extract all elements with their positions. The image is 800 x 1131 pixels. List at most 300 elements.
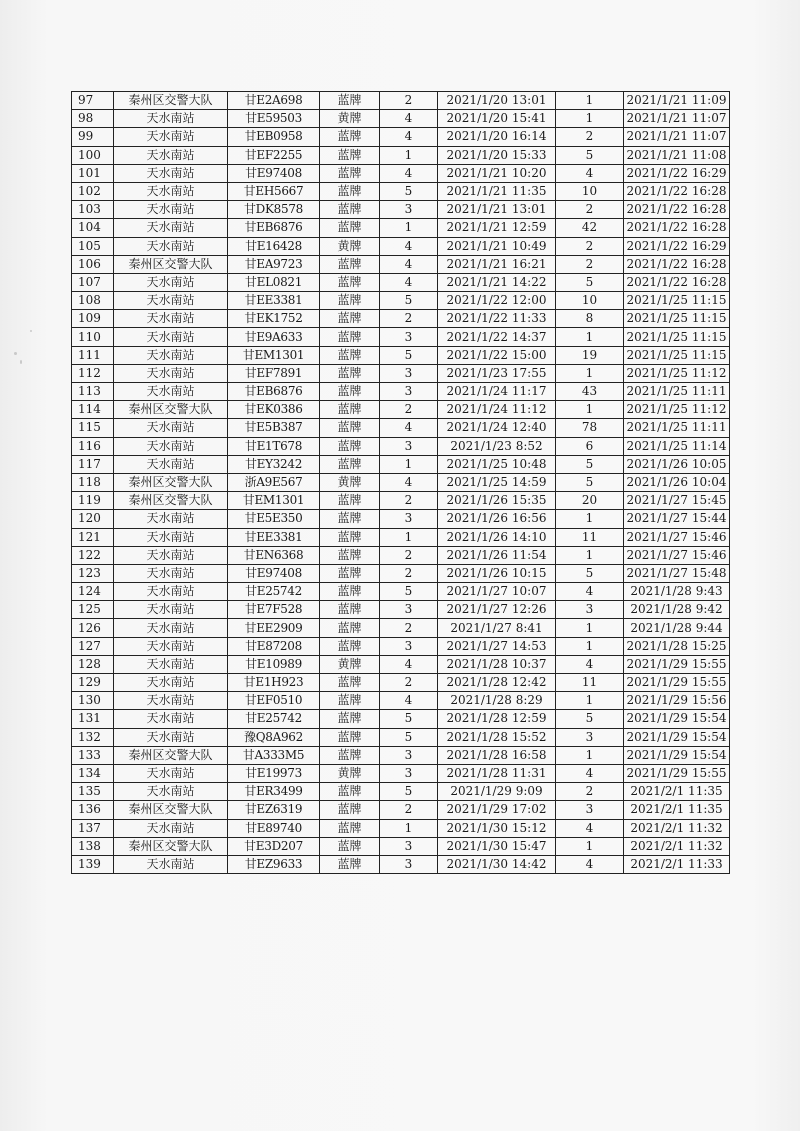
count-cell: 3	[380, 383, 438, 401]
table-row	[72, 692, 730, 710]
count-cell: 5	[380, 728, 438, 746]
plate-color-cell: 蓝牌	[320, 164, 380, 182]
unit-cell: 天水南站	[114, 364, 228, 382]
count-cell: 4	[380, 419, 438, 437]
handled-time-cell: 2021/1/21 11:07	[624, 128, 730, 146]
plate-color-cell: 蓝牌	[320, 255, 380, 273]
count-cell: 1	[380, 819, 438, 837]
violation-time-cell: 2021/1/22 12:00	[438, 292, 556, 310]
table-row	[72, 601, 730, 619]
seq-cell: 99	[72, 128, 114, 146]
number-cell: 3	[556, 601, 624, 619]
handled-time-cell: 2021/1/27 15:44	[624, 510, 730, 528]
unit-cell: 天水南站	[114, 564, 228, 582]
unit-cell: 秦州区交警大队	[114, 255, 228, 273]
plate-color-cell: 蓝牌	[320, 837, 380, 855]
unit-cell: 天水南站	[114, 510, 228, 528]
number-cell: 1	[556, 92, 624, 110]
number-cell: 42	[556, 219, 624, 237]
unit-cell: 天水南站	[114, 819, 228, 837]
table-row	[72, 455, 730, 473]
table-row	[72, 473, 730, 491]
plate-color-cell: 蓝牌	[320, 674, 380, 692]
number-cell: 1	[556, 546, 624, 564]
plate-cell: 甘EK0386	[228, 401, 320, 419]
number-cell: 4	[556, 655, 624, 673]
count-cell: 1	[380, 528, 438, 546]
number-cell: 5	[556, 455, 624, 473]
seq-cell: 98	[72, 110, 114, 128]
number-cell: 11	[556, 528, 624, 546]
plate-cell: 甘E97408	[228, 164, 320, 182]
violation-time-cell: 2021/1/26 16:56	[438, 510, 556, 528]
handled-time-cell: 2021/1/25 11:11	[624, 383, 730, 401]
unit-cell: 天水南站	[114, 310, 228, 328]
unit-cell: 天水南站	[114, 637, 228, 655]
plate-cell: 甘E16428	[228, 237, 320, 255]
scan-speck	[14, 352, 17, 355]
violation-time-cell: 2021/1/25 10:48	[438, 455, 556, 473]
count-cell: 2	[380, 546, 438, 564]
count-cell: 4	[380, 273, 438, 291]
plate-cell: 甘EY3242	[228, 455, 320, 473]
unit-cell: 天水南站	[114, 219, 228, 237]
plate-cell: 甘E5B387	[228, 419, 320, 437]
plate-color-cell: 蓝牌	[320, 182, 380, 200]
plate-color-cell: 蓝牌	[320, 401, 380, 419]
table-row	[72, 146, 730, 164]
plate-color-cell: 蓝牌	[320, 692, 380, 710]
violation-time-cell: 2021/1/20 16:14	[438, 128, 556, 146]
number-cell: 6	[556, 437, 624, 455]
table-row	[72, 273, 730, 291]
violation-time-cell: 2021/1/23 17:55	[438, 364, 556, 382]
scan-speck	[20, 360, 22, 364]
seq-cell: 120	[72, 510, 114, 528]
plate-cell: 甘EM1301	[228, 346, 320, 364]
unit-cell: 秦州区交警大队	[114, 473, 228, 491]
number-cell: 1	[556, 401, 624, 419]
seq-cell: 124	[72, 583, 114, 601]
handled-time-cell: 2021/1/22 16:28	[624, 201, 730, 219]
handled-time-cell: 2021/1/21 11:07	[624, 110, 730, 128]
plate-color-cell: 蓝牌	[320, 728, 380, 746]
plate-color-cell: 蓝牌	[320, 855, 380, 873]
plate-color-cell: 蓝牌	[320, 455, 380, 473]
unit-cell: 天水南站	[114, 182, 228, 200]
seq-cell: 116	[72, 437, 114, 455]
handled-time-cell: 2021/1/28 15:25	[624, 637, 730, 655]
count-cell: 3	[380, 837, 438, 855]
handled-time-cell: 2021/1/25 11:15	[624, 292, 730, 310]
plate-color-cell: 蓝牌	[320, 492, 380, 510]
number-cell: 1	[556, 110, 624, 128]
plate-cell: 甘EE2909	[228, 619, 320, 637]
violation-time-cell: 2021/1/21 13:01	[438, 201, 556, 219]
number-cell: 5	[556, 564, 624, 582]
plate-cell: 甘EZ6319	[228, 801, 320, 819]
violation-time-cell: 2021/1/21 14:22	[438, 273, 556, 291]
table-row	[72, 310, 730, 328]
table-row	[72, 419, 730, 437]
table-row	[72, 92, 730, 110]
plate-cell: 甘DK8578	[228, 201, 320, 219]
table-row	[72, 383, 730, 401]
table-row	[72, 619, 730, 637]
number-cell: 1	[556, 837, 624, 855]
plate-color-cell: 蓝牌	[320, 273, 380, 291]
plate-cell: 甘EB0958	[228, 128, 320, 146]
count-cell: 3	[380, 764, 438, 782]
number-cell: 1	[556, 328, 624, 346]
seq-cell: 133	[72, 746, 114, 764]
plate-color-cell: 黄牌	[320, 655, 380, 673]
plate-cell: 甘EE3381	[228, 528, 320, 546]
number-cell: 5	[556, 273, 624, 291]
handled-time-cell: 2021/1/29 15:54	[624, 728, 730, 746]
plate-cell: 甘EF7891	[228, 364, 320, 382]
violation-time-cell: 2021/1/28 12:42	[438, 674, 556, 692]
plate-color-cell: 蓝牌	[320, 510, 380, 528]
table-row	[72, 783, 730, 801]
handled-time-cell: 2021/1/27 15:46	[624, 546, 730, 564]
unit-cell: 天水南站	[114, 674, 228, 692]
seq-cell: 134	[72, 764, 114, 782]
seq-cell: 111	[72, 346, 114, 364]
violation-time-cell: 2021/1/27 10:07	[438, 583, 556, 601]
table-row	[72, 528, 730, 546]
violation-time-cell: 2021/1/30 15:12	[438, 819, 556, 837]
violation-time-cell: 2021/1/21 11:35	[438, 182, 556, 200]
count-cell: 5	[380, 182, 438, 200]
table-row	[72, 746, 730, 764]
table-row	[72, 401, 730, 419]
seq-cell: 136	[72, 801, 114, 819]
unit-cell: 天水南站	[114, 783, 228, 801]
table-row	[72, 492, 730, 510]
count-cell: 4	[380, 164, 438, 182]
plate-color-cell: 黄牌	[320, 473, 380, 491]
seq-cell: 137	[72, 819, 114, 837]
plate-color-cell: 蓝牌	[320, 219, 380, 237]
plate-cell: 甘E3D207	[228, 837, 320, 855]
count-cell: 3	[380, 201, 438, 219]
number-cell: 2	[556, 783, 624, 801]
seq-cell: 132	[72, 728, 114, 746]
plate-cell: 甘E25742	[228, 710, 320, 728]
plate-cell: 甘EE3381	[228, 292, 320, 310]
plate-color-cell: 蓝牌	[320, 546, 380, 564]
violation-time-cell: 2021/1/30 14:42	[438, 855, 556, 873]
violation-time-cell: 2021/1/20 15:33	[438, 146, 556, 164]
plate-cell: 甘EB6876	[228, 383, 320, 401]
table-row	[72, 801, 730, 819]
violation-time-cell: 2021/1/28 10:37	[438, 655, 556, 673]
count-cell: 4	[380, 655, 438, 673]
plate-color-cell: 蓝牌	[320, 528, 380, 546]
table-row	[72, 564, 730, 582]
handled-time-cell: 2021/1/25 11:11	[624, 419, 730, 437]
plate-cell: 甘EB6876	[228, 219, 320, 237]
plate-cell: 甘E89740	[228, 819, 320, 837]
unit-cell: 天水南站	[114, 328, 228, 346]
violation-time-cell: 2021/1/21 16:21	[438, 255, 556, 273]
count-cell: 5	[380, 292, 438, 310]
unit-cell: 秦州区交警大队	[114, 746, 228, 764]
plate-color-cell: 蓝牌	[320, 710, 380, 728]
unit-cell: 天水南站	[114, 655, 228, 673]
seq-cell: 128	[72, 655, 114, 673]
plate-cell: 甘EF0510	[228, 692, 320, 710]
violation-time-cell: 2021/1/26 14:10	[438, 528, 556, 546]
violation-time-cell: 2021/1/22 15:00	[438, 346, 556, 364]
count-cell: 3	[380, 510, 438, 528]
unit-cell: 秦州区交警大队	[114, 92, 228, 110]
handled-time-cell: 2021/1/25 11:15	[624, 328, 730, 346]
unit-cell: 天水南站	[114, 764, 228, 782]
seq-cell: 129	[72, 674, 114, 692]
plate-color-cell: 蓝牌	[320, 637, 380, 655]
handled-time-cell: 2021/1/22 16:28	[624, 255, 730, 273]
number-cell: 78	[556, 419, 624, 437]
count-cell: 5	[380, 346, 438, 364]
number-cell: 5	[556, 473, 624, 491]
violation-time-cell: 2021/1/21 12:59	[438, 219, 556, 237]
unit-cell: 天水南站	[114, 237, 228, 255]
plate-color-cell: 蓝牌	[320, 801, 380, 819]
seq-cell: 125	[72, 601, 114, 619]
seq-cell: 107	[72, 273, 114, 291]
count-cell: 3	[380, 364, 438, 382]
handled-time-cell: 2021/2/1 11:32	[624, 837, 730, 855]
violation-time-cell: 2021/1/28 12:59	[438, 710, 556, 728]
handled-time-cell: 2021/1/29 15:56	[624, 692, 730, 710]
handled-time-cell: 2021/1/27 15:46	[624, 528, 730, 546]
count-cell: 5	[380, 710, 438, 728]
plate-color-cell: 蓝牌	[320, 201, 380, 219]
number-cell: 2	[556, 255, 624, 273]
table-row	[72, 110, 730, 128]
table-row	[72, 546, 730, 564]
plate-cell: 豫Q8A962	[228, 728, 320, 746]
plate-cell: 甘E1T678	[228, 437, 320, 455]
records-body	[72, 92, 730, 874]
plate-color-cell: 蓝牌	[320, 292, 380, 310]
unit-cell: 天水南站	[114, 601, 228, 619]
count-cell: 2	[380, 564, 438, 582]
plate-color-cell: 蓝牌	[320, 583, 380, 601]
number-cell: 1	[556, 692, 624, 710]
handled-time-cell: 2021/1/21 11:09	[624, 92, 730, 110]
handled-time-cell: 2021/1/27 15:45	[624, 492, 730, 510]
seq-cell: 138	[72, 837, 114, 855]
unit-cell: 秦州区交警大队	[114, 837, 228, 855]
table-row	[72, 182, 730, 200]
plate-cell: 甘E2A698	[228, 92, 320, 110]
violation-time-cell: 2021/1/20 15:41	[438, 110, 556, 128]
handled-time-cell: 2021/1/29 15:54	[624, 746, 730, 764]
plate-cell: 甘E7F528	[228, 601, 320, 619]
plate-color-cell: 黄牌	[320, 764, 380, 782]
violation-time-cell: 2021/1/21 10:20	[438, 164, 556, 182]
violation-time-cell: 2021/1/26 11:54	[438, 546, 556, 564]
number-cell: 5	[556, 710, 624, 728]
handled-time-cell: 2021/2/1 11:33	[624, 855, 730, 873]
handled-time-cell: 2021/1/29 15:55	[624, 655, 730, 673]
plate-cell: 甘E9A633	[228, 328, 320, 346]
number-cell: 20	[556, 492, 624, 510]
table-row	[72, 837, 730, 855]
table-row	[72, 255, 730, 273]
violation-time-cell: 2021/1/28 8:29	[438, 692, 556, 710]
handled-time-cell: 2021/1/22 16:28	[624, 182, 730, 200]
number-cell: 2	[556, 128, 624, 146]
count-cell: 3	[380, 328, 438, 346]
table-row	[72, 819, 730, 837]
seq-cell: 100	[72, 146, 114, 164]
unit-cell: 天水南站	[114, 855, 228, 873]
count-cell: 1	[380, 219, 438, 237]
unit-cell: 天水南站	[114, 128, 228, 146]
number-cell: 1	[556, 746, 624, 764]
handled-time-cell: 2021/1/26 10:05	[624, 455, 730, 473]
seq-cell: 119	[72, 492, 114, 510]
table-row	[72, 364, 730, 382]
count-cell: 5	[380, 583, 438, 601]
number-cell: 19	[556, 346, 624, 364]
violation-time-cell: 2021/1/28 15:52	[438, 728, 556, 746]
count-cell: 3	[380, 637, 438, 655]
unit-cell: 天水南站	[114, 292, 228, 310]
seq-cell: 105	[72, 237, 114, 255]
unit-cell: 天水南站	[114, 383, 228, 401]
violation-time-cell: 2021/1/23 8:52	[438, 437, 556, 455]
count-cell: 1	[380, 146, 438, 164]
plate-cell: 甘A333M5	[228, 746, 320, 764]
plate-color-cell: 黄牌	[320, 110, 380, 128]
count-cell: 3	[380, 746, 438, 764]
plate-cell: 甘E97408	[228, 564, 320, 582]
handled-time-cell: 2021/1/25 11:15	[624, 346, 730, 364]
table-row	[72, 201, 730, 219]
table-row	[72, 164, 730, 182]
plate-cell: 甘EA9723	[228, 255, 320, 273]
plate-color-cell: 黄牌	[320, 237, 380, 255]
violation-time-cell: 2021/1/27 14:53	[438, 637, 556, 655]
seq-cell: 139	[72, 855, 114, 873]
violation-time-cell: 2021/1/24 12:40	[438, 419, 556, 437]
number-cell: 1	[556, 619, 624, 637]
records-table	[71, 91, 730, 874]
count-cell: 4	[380, 110, 438, 128]
handled-time-cell: 2021/1/22 16:28	[624, 219, 730, 237]
plate-cell: 甘EL0821	[228, 273, 320, 291]
plate-cell: 甘E59503	[228, 110, 320, 128]
count-cell: 3	[380, 601, 438, 619]
violation-time-cell: 2021/1/22 11:33	[438, 310, 556, 328]
unit-cell: 天水南站	[114, 528, 228, 546]
handled-time-cell: 2021/2/1 11:35	[624, 783, 730, 801]
violation-time-cell: 2021/1/28 11:31	[438, 764, 556, 782]
plate-color-cell: 蓝牌	[320, 364, 380, 382]
handled-time-cell: 2021/1/29 15:54	[624, 710, 730, 728]
count-cell: 3	[380, 437, 438, 455]
unit-cell: 天水南站	[114, 546, 228, 564]
number-cell: 4	[556, 819, 624, 837]
plate-cell: 甘E1H923	[228, 674, 320, 692]
count-cell: 4	[380, 692, 438, 710]
count-cell: 2	[380, 619, 438, 637]
plate-color-cell: 蓝牌	[320, 601, 380, 619]
handled-time-cell: 2021/1/27 15:48	[624, 564, 730, 582]
unit-cell: 秦州区交警大队	[114, 492, 228, 510]
violation-time-cell: 2021/1/27 12:26	[438, 601, 556, 619]
unit-cell: 天水南站	[114, 455, 228, 473]
number-cell: 3	[556, 801, 624, 819]
unit-cell: 天水南站	[114, 710, 228, 728]
count-cell: 5	[380, 783, 438, 801]
seq-cell: 109	[72, 310, 114, 328]
plate-cell: 甘EM1301	[228, 492, 320, 510]
plate-cell: 甘EF2255	[228, 146, 320, 164]
seq-cell: 106	[72, 255, 114, 273]
seq-cell: 103	[72, 201, 114, 219]
unit-cell: 天水南站	[114, 146, 228, 164]
seq-cell: 122	[72, 546, 114, 564]
plate-color-cell: 蓝牌	[320, 783, 380, 801]
number-cell: 11	[556, 674, 624, 692]
unit-cell: 天水南站	[114, 273, 228, 291]
violation-time-cell: 2021/1/26 15:35	[438, 492, 556, 510]
handled-time-cell: 2021/1/28 9:43	[624, 583, 730, 601]
seq-cell: 135	[72, 783, 114, 801]
unit-cell: 天水南站	[114, 619, 228, 637]
count-cell: 2	[380, 401, 438, 419]
unit-cell: 秦州区交警大队	[114, 401, 228, 419]
count-cell: 2	[380, 310, 438, 328]
number-cell: 2	[556, 201, 624, 219]
count-cell: 3	[380, 855, 438, 873]
violation-time-cell: 2021/1/24 11:12	[438, 401, 556, 419]
table-row	[72, 764, 730, 782]
number-cell: 3	[556, 728, 624, 746]
table-row	[72, 728, 730, 746]
plate-color-cell: 蓝牌	[320, 92, 380, 110]
seq-cell: 108	[72, 292, 114, 310]
handled-time-cell: 2021/1/29 15:55	[624, 674, 730, 692]
plate-cell: 甘EH5667	[228, 182, 320, 200]
number-cell: 4	[556, 855, 624, 873]
violation-time-cell: 2021/1/29 17:02	[438, 801, 556, 819]
number-cell: 1	[556, 637, 624, 655]
plate-color-cell: 蓝牌	[320, 310, 380, 328]
plate-color-cell: 蓝牌	[320, 437, 380, 455]
handled-time-cell: 2021/1/29 15:55	[624, 764, 730, 782]
seq-cell: 113	[72, 383, 114, 401]
handled-time-cell: 2021/1/28 9:44	[624, 619, 730, 637]
plate-color-cell: 蓝牌	[320, 819, 380, 837]
handled-time-cell: 2021/1/25 11:14	[624, 437, 730, 455]
seq-cell: 112	[72, 364, 114, 382]
table-row	[72, 583, 730, 601]
handled-time-cell: 2021/1/25 11:12	[624, 401, 730, 419]
number-cell: 4	[556, 583, 624, 601]
table-row	[72, 219, 730, 237]
number-cell: 4	[556, 764, 624, 782]
handled-time-cell: 2021/1/21 11:08	[624, 146, 730, 164]
plate-color-cell: 蓝牌	[320, 619, 380, 637]
handled-time-cell: 2021/1/28 9:42	[624, 601, 730, 619]
